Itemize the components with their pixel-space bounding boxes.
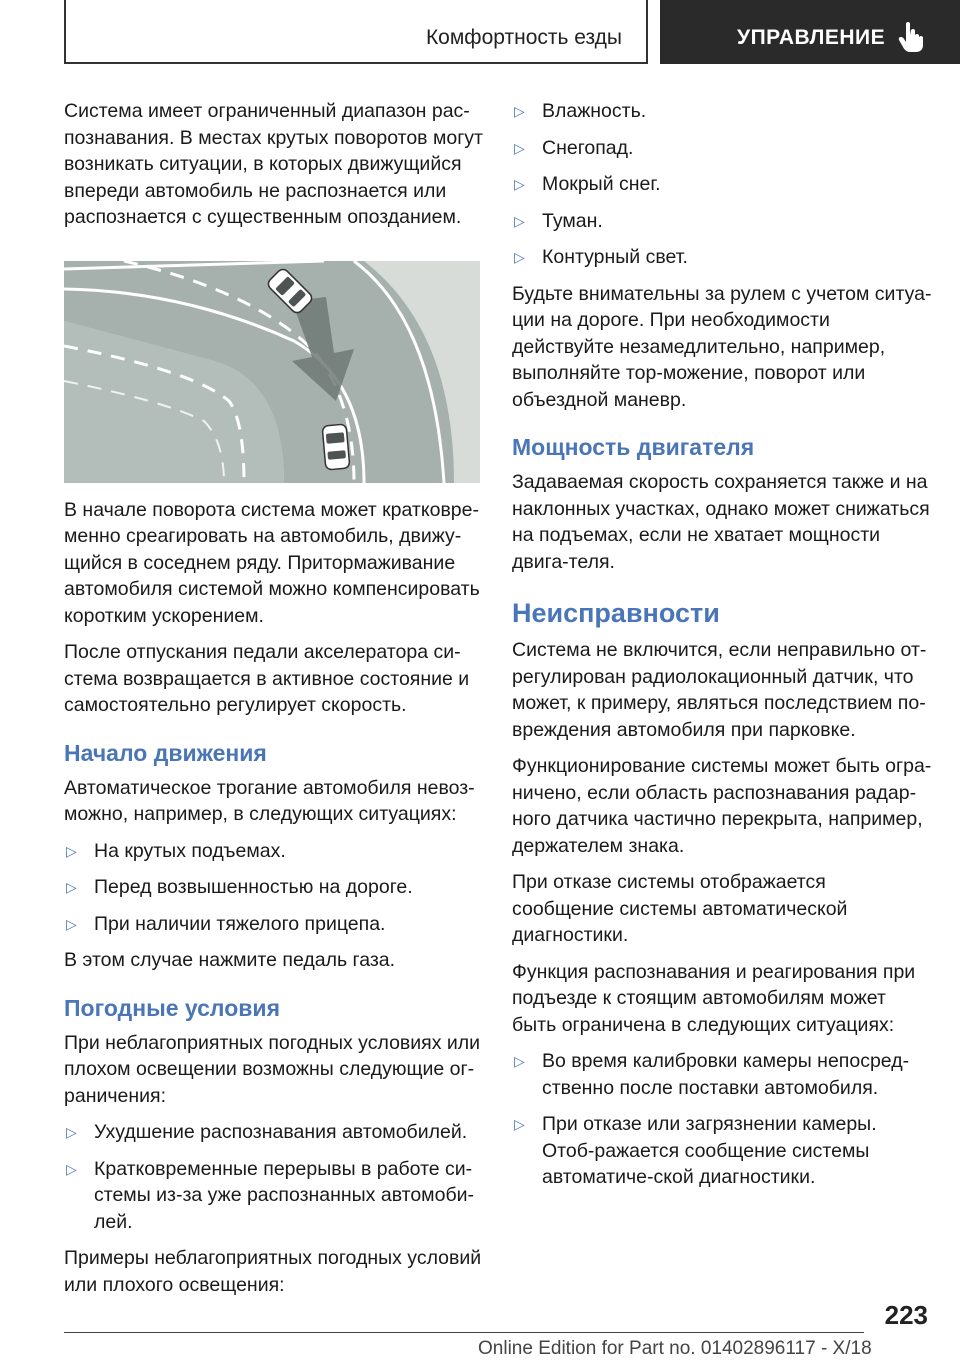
triangle-bullet-icon: ▷ — [514, 176, 525, 192]
left-column — [64, 98, 484, 1308]
edition-note: Online Edition for Part no. 01402896117 - X/18 — [478, 1338, 872, 1359]
triangle-bullet-icon: ▷ — [514, 212, 525, 229]
list-item: ▷ На крутых подъемах. — [64, 838, 484, 865]
page-header — [0, 0, 960, 66]
triangle-bullet-icon: ▷ — [66, 915, 77, 932]
section-header-box — [64, 0, 648, 64]
list-item: ▷ Снегопад. — [512, 135, 932, 162]
paragraph: В этом случае нажмите педаль газа. — [64, 949, 396, 971]
triangle-bullet-icon: ▷ — [514, 139, 525, 156]
list-item: ▷ При наличии тяжелого прицепа. — [64, 911, 484, 938]
triangle-bullet-icon: ▷ — [66, 842, 77, 859]
page-number: 223 — [884, 1300, 928, 1330]
triangle-bullet-icon: ▷ — [514, 249, 525, 265]
triangle-bullet-icon: ▷ — [66, 1160, 77, 1177]
heading-start: Начало движения — [64, 739, 267, 766]
right-column — [512, 98, 932, 1201]
list-item: ▷ Туман. — [512, 208, 932, 235]
list-fault-situations — [512, 1048, 932, 1191]
paragraph: Будьте внимательны за рулем с учетом ситуа-ции на дороге. При необходимости действуйте незамедлительно, например, выполняйте тор-можение, поворот или объездной маневр. — [512, 282, 932, 411]
paragraph: При отказе системы отображается сообщение системы автоматической диагностики. — [512, 871, 848, 946]
section-title: Комфортность езды — [425, 26, 622, 49]
triangle-bullet-icon: ▷ — [514, 1053, 525, 1069]
list-item: ▷ Влажность. — [512, 98, 932, 125]
triangle-bullet-icon: ▷ — [514, 103, 525, 119]
chapter-title: УПРАВЛЕНИЕ — [737, 26, 886, 49]
heading-faults: Неисправности — [512, 598, 720, 628]
road-curve-illustration — [64, 261, 480, 483]
paragraph: После отпускания педали акселератора си-стема возвращается в активное состояние и самостоятельно регулирует скорость. — [64, 641, 470, 716]
chapter-tab — [660, 0, 960, 64]
list-item: ▷ Во время калибровки камеры непосред-ственно после поставки автомобиля. — [514, 1050, 910, 1099]
triangle-bullet-icon: ▷ — [66, 1124, 77, 1140]
list-weather-examples — [512, 98, 932, 271]
paragraph: Задаваемая скорость сохраняется также и на наклонных участках, однако может снижаться на подъемах, если не хватает мощности двига-теля. — [512, 471, 930, 573]
list-item: ▷ Кратковременные перерывы в работе си-стемы из-за уже распознанных автомоби-лей. — [66, 1157, 474, 1233]
list-weather-limits — [64, 1119, 484, 1235]
list-item: ▷ Контурный свет. — [512, 244, 932, 271]
footer-divider — [64, 1332, 864, 1333]
list-item: ▷ Перед возвышенностью на дороге. — [64, 874, 484, 901]
paragraph: Система имеет ограниченный диапазон рас-познавания. В местах крутых поворотов могут возникать ситуации, в которых движущийся впереди автомобиль не распознается или распознается с существенным опозданием. — [64, 100, 483, 228]
list-item: ▷ При отказе или загрязнении камеры. Отоб-ражается сообщение системы автоматиче-ской диагностики. — [514, 1113, 877, 1188]
paragraph: При неблагоприятных погодных условиях или плохом освещении возможны следующие ог-раничения: — [64, 1031, 481, 1107]
paragraph: Функционирование системы может быть огра-ничено, если область распознавания радар-ного датчика частично перекрыта, например, держателем знака. — [512, 755, 932, 857]
heading-weather: Погодные условия — [64, 994, 280, 1021]
heading-engine-power: Мощность двигателя — [512, 434, 755, 460]
paragraph: Примеры неблагоприятных погодных условий или плохого освещения: — [64, 1247, 482, 1296]
paragraph: Система не включится, если неправильно от-регулирован радиолокационный датчик, что может, к примеру, являться последствием по-вреждения автомобиля при парковке. — [512, 639, 927, 741]
list-item: ▷ Ухудшение распознавания автомобилей. — [64, 1119, 484, 1146]
paragraph: Функция распознавания и реагирования при подъезде к стоящим автомобилям может быть ограничена в следующих ситуациях: — [512, 960, 916, 1036]
list-item: ▷ Мокрый снег. — [512, 171, 932, 198]
pointing-hand-icon — [897, 21, 925, 53]
list-start-conditions — [64, 838, 484, 938]
triangle-bullet-icon: ▷ — [66, 879, 77, 895]
paragraph: В начале поворота система может кратковре-менно среагировать на автомобиль, движу-щийся в соседнем ряду. Притормаживание автомобиля системой можно компенсировать коротким ускорением. — [64, 498, 480, 627]
triangle-bullet-icon: ▷ — [514, 1116, 525, 1132]
paragraph: Автоматическое трогание автомобиля невоз-можно, например, в следующих ситуациях: — [64, 776, 475, 825]
